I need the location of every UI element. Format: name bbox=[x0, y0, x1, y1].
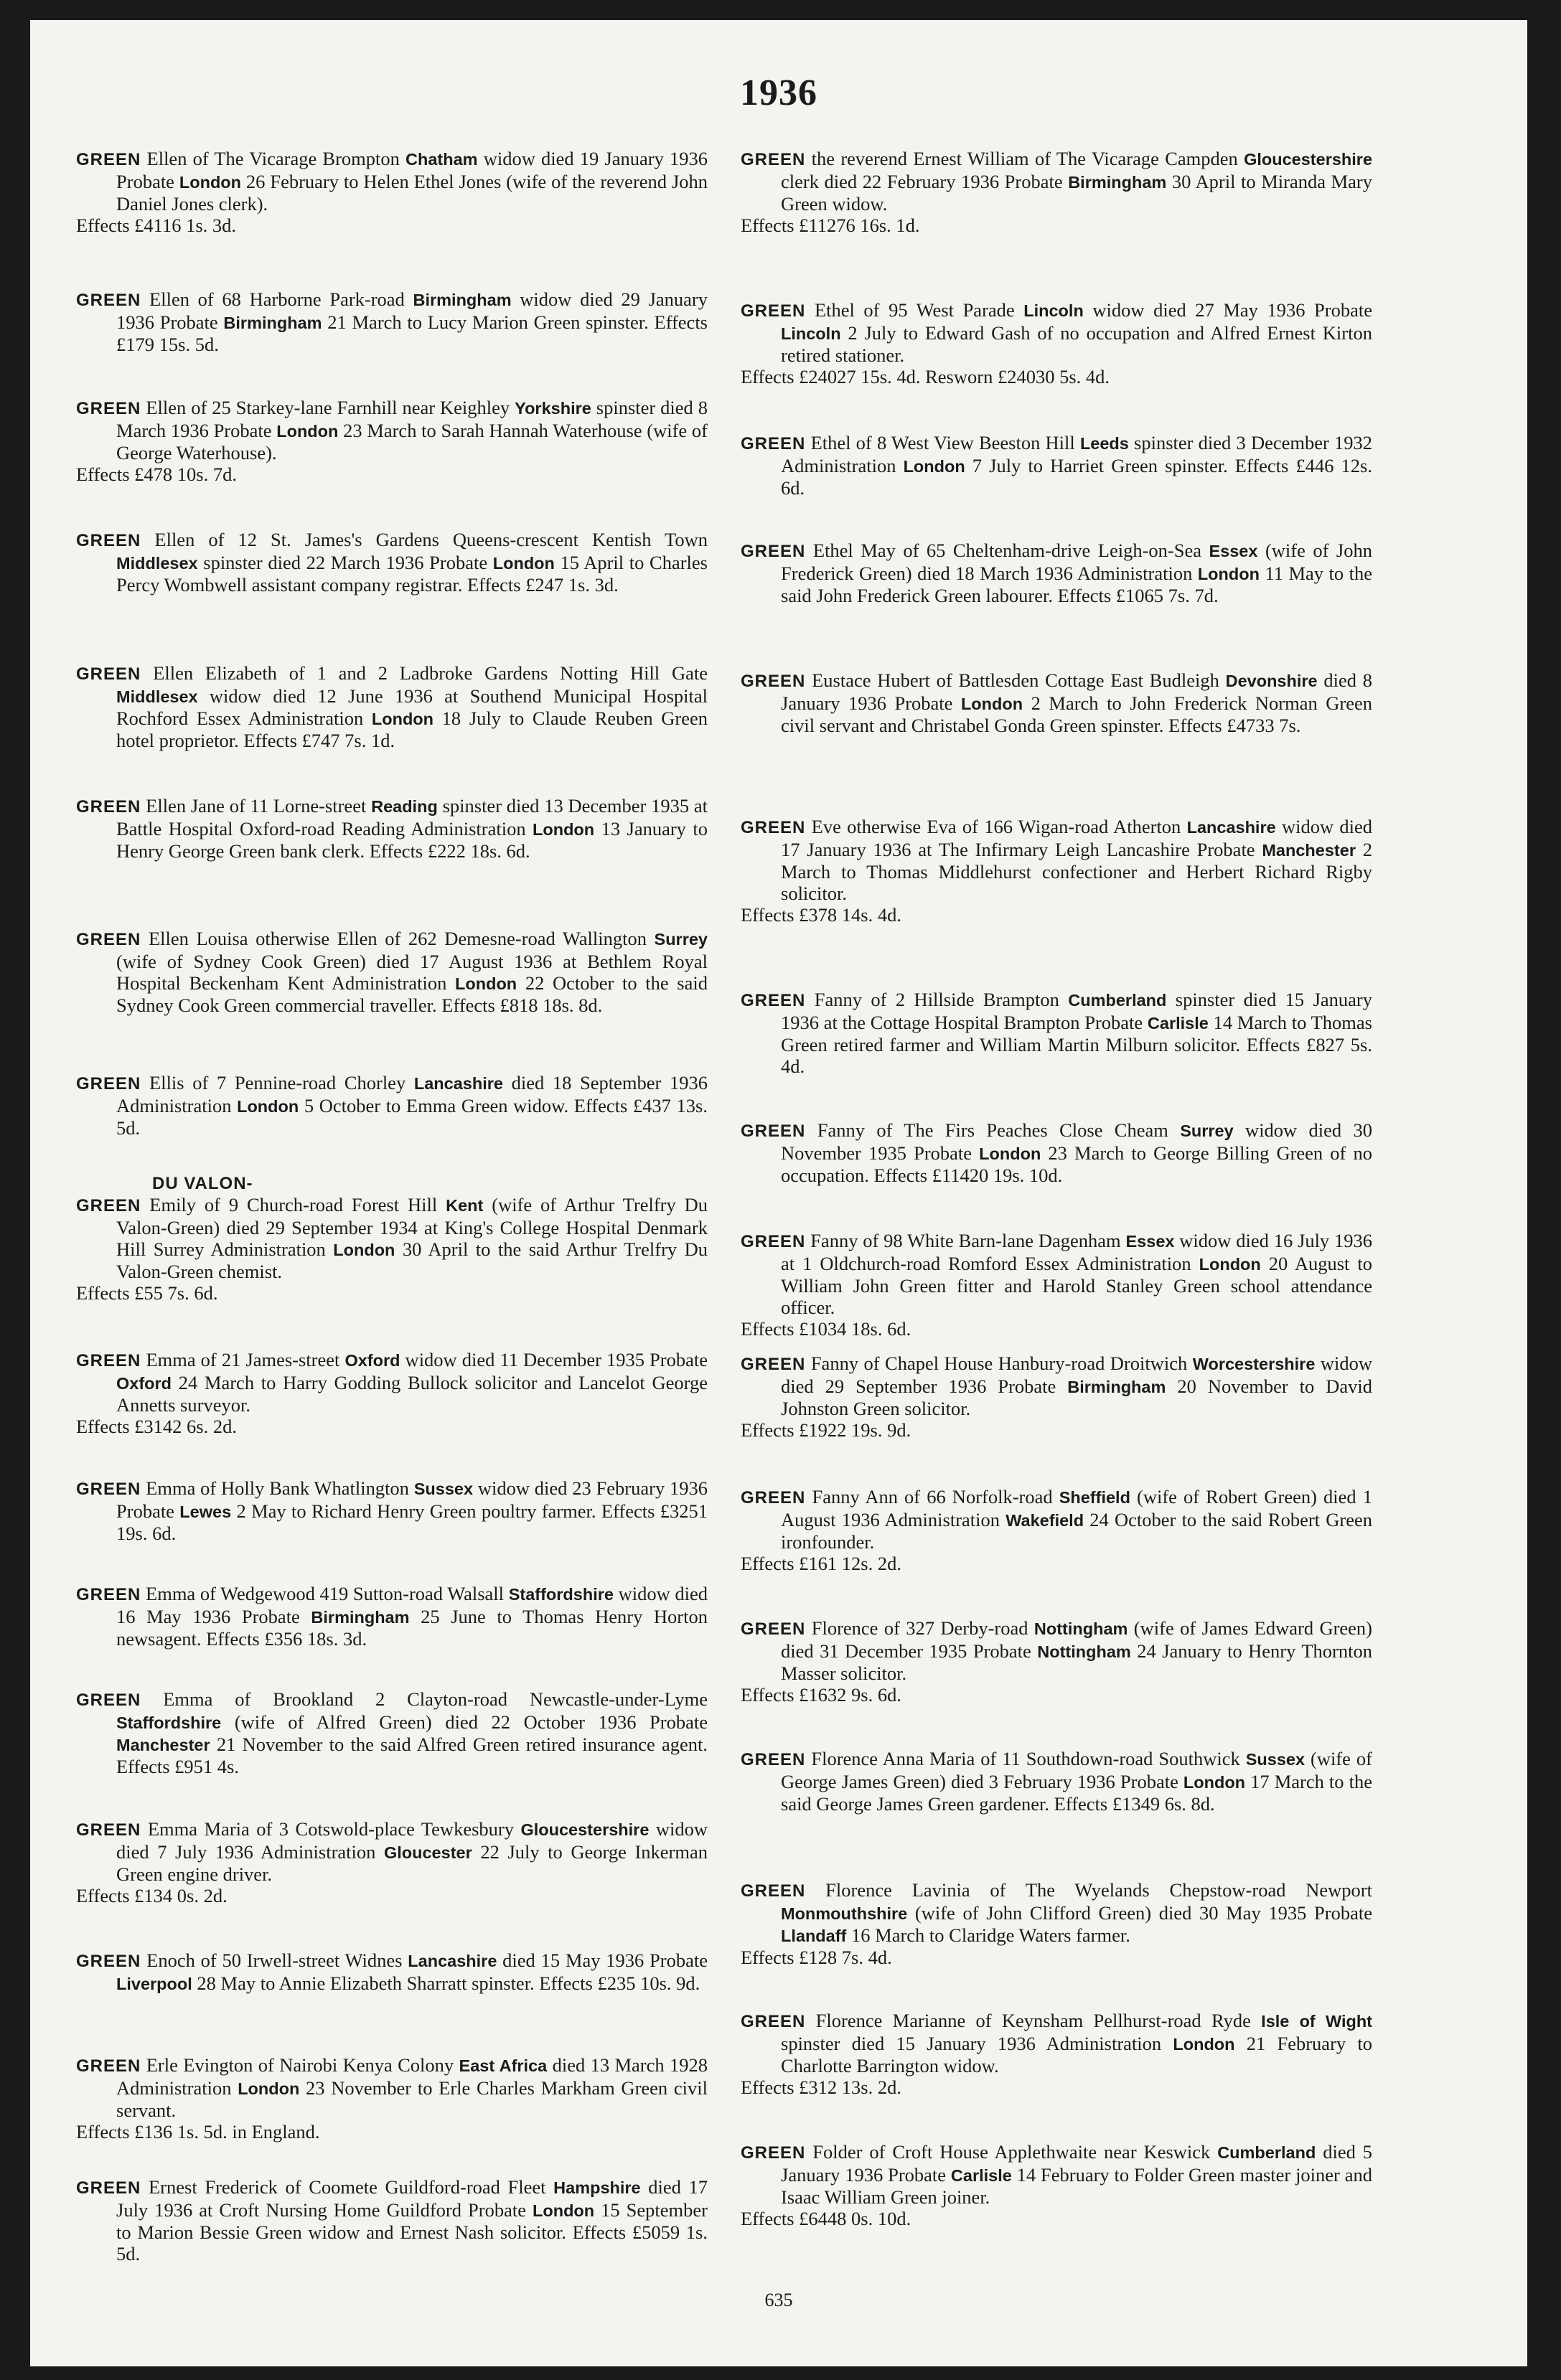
entry-effects: Effects £312 13s. 2d. bbox=[741, 2076, 901, 2098]
entry-effects: Effects £161 12s. 2d. bbox=[741, 1553, 901, 1574]
entry bbox=[76, 1174, 708, 1304]
entry bbox=[741, 816, 1372, 926]
entry-segment: Erle Evington of Nairobi Kenya Colony bbox=[146, 2054, 459, 2076]
entry-segment: 13 January to Henry George Green bank clerk. Effects £222 18s. 6d. bbox=[116, 818, 708, 862]
page-year-heading: 1936 bbox=[740, 72, 817, 113]
entry-text bbox=[76, 662, 708, 751]
place-name: Staffordshire bbox=[116, 1713, 222, 1732]
surname-prefix: DU VALON- bbox=[152, 1174, 253, 1193]
entry-segment: Ethel of 95 West Parade bbox=[814, 299, 1024, 321]
place-name: Sheffield bbox=[1059, 1488, 1130, 1507]
entry-segment: spinster died 15 January 1936 at the Cottage Hospital Brampton Probate bbox=[781, 989, 1372, 1033]
entry bbox=[741, 1748, 1372, 1815]
entry-segment: Ellen of 12 St. James's Gardens Queens-crescent Kentish Town bbox=[154, 529, 708, 550]
place-name: Wakefield bbox=[1005, 1511, 1084, 1530]
entry-text bbox=[76, 148, 708, 236]
entry-text bbox=[741, 816, 1372, 926]
entry-segment: widow died 16 May 1936 Probate bbox=[116, 1583, 708, 1627]
entry-segment: spinster died 13 December 1935 at Battle Hospital Oxford-road Reading Administration bbox=[116, 795, 708, 839]
entry-segment: 20 August to William John Green fitter and Harold Stanley Green school attendance officer. bbox=[781, 1253, 1372, 1318]
entry-text bbox=[76, 1349, 708, 1437]
entry-segment: Fanny of The Firs Peaches Close Cheam bbox=[817, 1119, 1181, 1141]
entry-segment: Fanny Ann of 66 Norfolk-road bbox=[812, 1486, 1059, 1508]
entry-segment: 25 June to Thomas Henry Horton newsagent. Effects £356 18s. 3d. bbox=[116, 1606, 708, 1650]
place-name: London bbox=[960, 695, 1023, 713]
entry-segment: 14 February to Folder Green master joiner and Isaac William Green joiner. bbox=[781, 2164, 1372, 2208]
entry-segment: widow died 29 September 1936 Probate bbox=[781, 1353, 1372, 1397]
entry-surname: GREEN bbox=[741, 818, 806, 837]
entry-segment: 7 July to Harriet Green spinster. Effects £446 12s. 6d. bbox=[781, 455, 1372, 499]
document-page bbox=[30, 20, 1527, 2366]
place-name: London bbox=[533, 2201, 595, 2220]
place-name: Nottingham bbox=[1037, 1642, 1131, 1661]
entry-segment: widow died 23 February 1936 Probate bbox=[116, 1477, 708, 1522]
place-name: Surrey bbox=[1180, 1121, 1234, 1140]
entry-segment: (wife of Arthur Trelfry Du Valon-Green) died 29 September 1934 at King's College Hospital Denmark Hill Surrey Administration bbox=[116, 1194, 708, 1260]
entry-text bbox=[76, 795, 708, 862]
entry-text bbox=[76, 2176, 708, 2264]
entry bbox=[76, 148, 708, 236]
entry bbox=[741, 432, 1372, 499]
entry-text bbox=[741, 540, 1372, 606]
place-name: Cumberland bbox=[1068, 991, 1167, 1010]
entry-surname: GREEN bbox=[76, 797, 141, 817]
entry-segment: Emily of 9 Church-road Forest Hill bbox=[149, 1194, 446, 1215]
entry-segment: 21 November to the said Alfred Green retired insurance agent. Effects £951 4s. bbox=[116, 1734, 708, 1777]
entry-text bbox=[76, 928, 708, 1016]
entry-segment: died 13 March 1928 Administration bbox=[116, 2054, 708, 2099]
place-name: London bbox=[455, 974, 517, 993]
entry-segment: Ethel May of 65 Cheltenham-drive Leigh-on-Sea bbox=[812, 540, 1209, 561]
entry-segment: widow died 16 July 1936 at 1 Oldchurch-road Romford Essex Administration bbox=[781, 1230, 1373, 1274]
entry-surname: GREEN bbox=[76, 1952, 141, 1971]
entry-segment: (wife of Robert Green) died 1 August 1936 Administration bbox=[781, 1486, 1373, 1530]
place-name: Manchester bbox=[1262, 841, 1356, 860]
entry bbox=[741, 299, 1372, 387]
place-name: Oxford bbox=[116, 1374, 172, 1393]
entry-segment: Emma of Wedgewood 419 Sutton-road Walsall bbox=[146, 1583, 509, 1604]
entry-segment: widow died 29 January 1936 Probate bbox=[116, 288, 708, 333]
entry bbox=[741, 148, 1372, 236]
entry bbox=[76, 1072, 708, 1139]
entry-segment: 15 September to Marion Bessie Green widow and Ernest Nash solicitor. Effects £5059 1s. 5d. bbox=[116, 2199, 708, 2264]
entry-segment: Emma Maria of 3 Cotswold-place Tewkesbury bbox=[147, 1818, 521, 1840]
entry-segment: Florence Anna Maria of 11 Southdown-road Southwick bbox=[811, 1748, 1246, 1769]
entry-segment: Fanny of Chapel House Hanbury-road Droitwich bbox=[810, 1353, 1193, 1374]
entry-surname: GREEN bbox=[741, 1488, 806, 1508]
entry-effects: Effects £24027 15s. 4d. Resworn £24030 5s. 4d. bbox=[741, 366, 1110, 387]
entry-text bbox=[741, 1230, 1372, 1340]
entry-text bbox=[741, 299, 1372, 387]
place-name: London bbox=[179, 173, 242, 192]
entry bbox=[76, 1949, 708, 1995]
entry-surname: GREEN bbox=[76, 664, 141, 684]
entry-surname: GREEN bbox=[741, 1881, 806, 1901]
entry bbox=[741, 2141, 1372, 2229]
entry bbox=[76, 1688, 708, 1777]
entry-text bbox=[76, 1818, 708, 1906]
entry-text bbox=[76, 1688, 708, 1777]
entry-segment: spinster died 8 March 1936 Probate bbox=[116, 397, 708, 441]
entry-segment: died 8 January 1936 Probate bbox=[781, 669, 1373, 714]
entry-effects: Effects £378 14s. 4d. bbox=[741, 904, 901, 926]
place-name: Lancashire bbox=[413, 1074, 503, 1093]
entry-segment: 24 October to the said Robert Green ironfounder. bbox=[781, 1509, 1372, 1553]
entry bbox=[76, 2176, 708, 2264]
entry-segment: 23 March to George Billing Green of no occupation. Effects £11420 19s. 10d. bbox=[781, 1142, 1372, 1186]
place-name: Staffordshire bbox=[508, 1585, 614, 1604]
entry bbox=[76, 288, 708, 355]
entry-surname: GREEN bbox=[76, 930, 141, 949]
entry-surname: GREEN bbox=[741, 991, 806, 1010]
entry-effects: Effects £11276 16s. 1d. bbox=[741, 215, 920, 236]
entry-text bbox=[76, 1477, 708, 1544]
place-name: Llandaff bbox=[781, 1927, 847, 1945]
page-number: 635 bbox=[764, 2290, 793, 2310]
entry-surname: GREEN bbox=[741, 1619, 806, 1639]
entry-segment: spinster died 15 January 1936 Administration bbox=[781, 2033, 1173, 2054]
place-name: Carlisle bbox=[950, 2166, 1012, 2185]
entry-segment: 26 February to Helen Ethel Jones (wife of the reverend John Daniel Jones clerk). bbox=[116, 171, 708, 215]
entry-segment: died 18 September 1936 Administration bbox=[116, 1072, 708, 1116]
entry bbox=[76, 1583, 708, 1650]
place-name: London bbox=[979, 1144, 1041, 1163]
entry bbox=[741, 540, 1372, 606]
entry-segment: 2 March to Thomas Middlehurst confectioner and Herbert Richard Rigby solicitor. bbox=[781, 839, 1373, 904]
entry bbox=[741, 1119, 1372, 1186]
entry-text bbox=[741, 2010, 1372, 2098]
place-name: Birmingham bbox=[311, 1608, 410, 1627]
entry-segment: Eve otherwise Eva of 166 Wigan-road Atherton bbox=[811, 816, 1187, 837]
entry-segment: (wife of James Edward Green) died 31 December 1935 Probate bbox=[781, 1617, 1373, 1662]
entry-text bbox=[76, 397, 708, 485]
place-name: Sussex bbox=[1245, 1750, 1305, 1769]
place-name: Isle of Wight bbox=[1261, 2012, 1373, 2031]
entry-segment: widow died 11 December 1935 Probate bbox=[400, 1349, 708, 1370]
entry-segment: 21 February to Charlotte Barrington widow. bbox=[781, 2033, 1372, 2076]
entry-segment: clerk died 22 February 1936 Probate bbox=[781, 171, 1069, 192]
entry-segment: Ernest Frederick of Coomete Guildford-road Fleet bbox=[149, 2176, 554, 2198]
entry-surname: GREEN bbox=[76, 150, 141, 169]
place-name: Middlesex bbox=[116, 554, 198, 573]
entry-segment: 14 March to Thomas Green retired farmer and William Martin Milburn solicitor. Effects £827 5s. 4d. bbox=[781, 1012, 1372, 1077]
entry-text bbox=[741, 669, 1372, 736]
entry-surname: GREEN bbox=[741, 301, 806, 321]
place-name: Hampshire bbox=[553, 2178, 641, 2197]
entry-text bbox=[76, 1072, 708, 1139]
place-name: Chatham bbox=[406, 150, 478, 169]
entry-text bbox=[76, 1583, 708, 1650]
place-name: London bbox=[1183, 1773, 1246, 1792]
place-name: Liverpool bbox=[116, 1975, 192, 1993]
entry-segment: spinster died 22 March 1936 Probate bbox=[197, 552, 493, 573]
entry-segment: widow died 30 November 1935 Probate bbox=[781, 1119, 1373, 1164]
entry-segment: 22 July to George Inkerman Green engine driver. bbox=[116, 1841, 708, 1885]
place-name: London bbox=[238, 2079, 300, 2098]
entry bbox=[741, 1230, 1372, 1340]
entry-segment: 18 July to Claude Reuben Green hotel proprietor. Effects £747 7s. 1d. bbox=[116, 707, 708, 751]
entry-segment: Florence Marianne of Keynsham Pellhurst-road Ryde bbox=[815, 2010, 1262, 2031]
entry-surname: GREEN bbox=[76, 1585, 141, 1604]
entry bbox=[741, 2010, 1372, 2098]
entry-effects: Effects £128 7s. 4d. bbox=[741, 1947, 892, 1968]
entry-surname: GREEN bbox=[76, 1820, 141, 1840]
entry-text bbox=[741, 989, 1372, 1077]
entry-surname: GREEN bbox=[741, 2012, 806, 2031]
entry-text bbox=[741, 2141, 1372, 2229]
entry-segment: widow died 12 June 1936 at Southend Municipal Hospital Rochford Essex Administration bbox=[116, 685, 708, 729]
entry-text bbox=[741, 1486, 1372, 1574]
entry-segment: widow died 17 January 1936 at The Infirmary Leigh Lancashire Probate bbox=[781, 816, 1373, 860]
entry-segment: 5 October to Emma Green widow. Effects £437 13s. 5d. bbox=[116, 1095, 708, 1139]
place-name: Surrey bbox=[654, 930, 708, 949]
place-name: London bbox=[533, 820, 595, 839]
entry-segment: Emma of 21 James-street bbox=[146, 1349, 345, 1370]
place-name: London bbox=[1197, 565, 1260, 583]
entry-segment: Fanny of 2 Hillside Brampton bbox=[814, 989, 1069, 1010]
place-name: London bbox=[1199, 1255, 1261, 1274]
entry bbox=[741, 1617, 1372, 1706]
place-name: Sussex bbox=[413, 1480, 474, 1498]
entry-surname: GREEN bbox=[76, 531, 141, 550]
entry-effects: Effects £136 1s. 5d. in England. bbox=[76, 2121, 320, 2143]
place-name: London bbox=[237, 1097, 299, 1116]
entry-effects: Effects £55 7s. 6d. bbox=[76, 1282, 218, 1304]
entry-segment: Emma of Brookland 2 Clayton-road Newcastle-under-Lyme bbox=[163, 1688, 708, 1710]
entry bbox=[76, 397, 708, 485]
entry-surname: GREEN bbox=[741, 1750, 806, 1769]
entry-segment: Ellen of The Vicarage Brompton bbox=[146, 148, 406, 169]
entry-text bbox=[741, 1617, 1372, 1706]
place-name: Lancashire bbox=[1186, 818, 1276, 837]
entry-effects: Effects £1034 18s. 6d. bbox=[741, 1318, 911, 1340]
place-name: Gloucestershire bbox=[520, 1820, 650, 1839]
entry-surname: GREEN bbox=[741, 1232, 806, 1251]
place-name: Birmingham bbox=[223, 314, 322, 332]
entry-segment: 24 January to Henry Thornton Masser solicitor. bbox=[781, 1640, 1372, 1684]
entry-segment: 30 April to Miranda Mary Green widow. bbox=[781, 171, 1372, 215]
place-name: London bbox=[903, 457, 965, 476]
entry-text bbox=[76, 288, 708, 355]
entry-surname: GREEN bbox=[76, 1351, 141, 1370]
entry-surname: GREEN bbox=[76, 399, 141, 418]
entry-segment: (wife of John Frederick Green) died 18 March 1936 Administration bbox=[781, 540, 1372, 584]
entry-segment: widow died 27 May 1936 Probate bbox=[1083, 299, 1373, 321]
place-name: Kent bbox=[446, 1196, 484, 1215]
entry-text bbox=[741, 1748, 1372, 1815]
entry-segment: 20 November to David Johnston Green solicitor. bbox=[781, 1375, 1372, 1419]
entry-segment: 2 March to John Frederick Norman Green civil servant and Christabel Gonda Green spinster. Effects £4733 7s. bbox=[781, 692, 1372, 736]
entry-segment: widow died 19 January 1936 Probate bbox=[116, 148, 708, 192]
entry-effects: Effects £478 10s. 7d. bbox=[76, 464, 237, 485]
entry-segment: died 15 May 1936 Probate bbox=[497, 1949, 708, 1971]
entry bbox=[741, 1879, 1372, 1968]
entry-segment: spinster died 3 December 1932 Administration bbox=[781, 432, 1373, 476]
entry-text bbox=[741, 1353, 1372, 1441]
place-name: London bbox=[1173, 2035, 1235, 2054]
entry-segment: Fanny of 98 White Barn-lane Dagenham bbox=[810, 1230, 1126, 1251]
place-name: Gloucestershire bbox=[1244, 150, 1373, 169]
place-name: Birmingham bbox=[1067, 1378, 1166, 1396]
entry-segment: 2 July to Edward Gash of no occupation and Alfred Ernest Kirton retired stationer. bbox=[781, 322, 1372, 366]
entry-text bbox=[76, 1194, 708, 1304]
entry-segment: 23 November to Erle Charles Markham Green civil servant. bbox=[116, 2077, 708, 2121]
place-name: Nottingham bbox=[1033, 1619, 1128, 1638]
entry-surname: GREEN bbox=[76, 1690, 141, 1710]
entry-surname: GREEN bbox=[76, 291, 141, 310]
entry-segment: 23 March to Sarah Hannah Waterhouse (wife of George Waterhouse). bbox=[116, 420, 708, 464]
entry-text bbox=[741, 1879, 1372, 1968]
entry-effects: Effects £4116 1s. 3d. bbox=[76, 215, 237, 236]
place-name: Manchester bbox=[116, 1736, 210, 1754]
place-name: Middlesex bbox=[116, 687, 198, 706]
entry bbox=[741, 1486, 1372, 1574]
entry-segment: Ellen Jane of 11 Lorne-street bbox=[146, 795, 372, 817]
entry-effects: Effects £134 0s. 2d. bbox=[76, 1885, 228, 1906]
entry-segment: Florence of 327 Derby-road bbox=[811, 1617, 1034, 1639]
place-name: Gloucester bbox=[383, 1843, 472, 1862]
entry-text bbox=[741, 432, 1372, 499]
place-name: Cumberland bbox=[1217, 2143, 1316, 2162]
entry-segment: Enoch of 50 Irwell-street Widnes bbox=[146, 1949, 408, 1971]
entry-segment: Folder of Croft House Applethwaite near Keswick bbox=[812, 2141, 1218, 2163]
entry-segment: Ellen Louisa otherwise Ellen of 262 Demesne-road Wallington bbox=[148, 928, 655, 949]
entry-segment: (wife of John Clifford Green) died 30 May 1935 Probate bbox=[907, 1902, 1372, 1924]
entry-surname: GREEN bbox=[741, 434, 806, 453]
entry bbox=[76, 529, 708, 596]
entry bbox=[76, 2054, 708, 2143]
entry-surname: GREEN bbox=[741, 672, 806, 691]
entry-surname: GREEN bbox=[741, 2143, 806, 2163]
entry-segment: died 5 January 1936 Probate bbox=[781, 2141, 1373, 2186]
place-name: Lancashire bbox=[408, 1952, 497, 1970]
entry-text bbox=[76, 2054, 708, 2143]
entry-surname: GREEN bbox=[76, 2178, 141, 2198]
entry-text bbox=[76, 529, 708, 596]
entry-segment: 11 May to the said John Frederick Green labourer. Effects £1065 7s. 7d. bbox=[781, 563, 1372, 606]
place-name: London bbox=[371, 710, 434, 728]
place-name: Devonshire bbox=[1225, 672, 1318, 690]
place-name: London bbox=[276, 422, 339, 441]
entry-text bbox=[741, 1119, 1372, 1186]
entry-segment: 16 March to Claridge Waters farmer. bbox=[846, 1924, 1130, 1946]
place-name: Carlisle bbox=[1147, 1014, 1209, 1033]
entry-surname: GREEN bbox=[76, 2056, 141, 2076]
entry-surname: GREEN bbox=[76, 1196, 141, 1215]
entry-segment: Ethel of 8 West View Beeston Hill bbox=[810, 432, 1080, 453]
entry-surname: GREEN bbox=[741, 542, 806, 561]
place-name: Monmouthshire bbox=[781, 1904, 908, 1923]
place-name: Lewes bbox=[179, 1502, 232, 1521]
entry-segment: Ellen of 25 Starkey-lane Farnhill near Keighley bbox=[146, 397, 515, 418]
entry-segment: 22 October to the said Sydney Cook Green commercial traveller. Effects £818 18s. 8d. bbox=[116, 972, 708, 1016]
place-name: East Africa bbox=[459, 2056, 548, 2075]
entry-segment: (wife of Alfred Green) died 22 October 1936 Probate bbox=[221, 1711, 708, 1733]
place-name: Lincoln bbox=[781, 324, 841, 343]
entry bbox=[76, 928, 708, 1016]
place-name: Essex bbox=[1209, 542, 1258, 560]
entry-effects: Effects £1922 19s. 9d. bbox=[741, 1419, 911, 1441]
entry-effects: Effects £1632 9s. 6d. bbox=[741, 1684, 901, 1706]
entry-segment: the reverend Ernest William of The Vicarage Campden bbox=[811, 148, 1244, 169]
entry bbox=[76, 662, 708, 751]
place-name: Oxford bbox=[344, 1351, 400, 1370]
entry-segment: Ellis of 7 Pennine-road Chorley bbox=[149, 1072, 414, 1093]
entry bbox=[741, 989, 1372, 1077]
entry bbox=[76, 1349, 708, 1437]
place-name: Essex bbox=[1125, 1232, 1175, 1251]
entry-surname: GREEN bbox=[741, 1355, 806, 1374]
place-name: Birmingham bbox=[1068, 173, 1167, 192]
entry-effects: Effects £6448 0s. 10d. bbox=[741, 2208, 911, 2229]
entry-segment: Florence Lavinia of The Wyelands Chepstow-road Newport bbox=[825, 1879, 1372, 1901]
place-name: London bbox=[333, 1241, 395, 1259]
entry-segment: Ellen of 68 Harborne Park-road bbox=[149, 288, 413, 310]
place-name: Worcestershire bbox=[1192, 1355, 1316, 1373]
entry-segment: 24 March to Harry Godding Bullock solicitor and Lancelot George Annetts surveyor. bbox=[116, 1372, 708, 1416]
entry-segment: 21 March to Lucy Marion Green spinster. Effects £179 15s. 5d. bbox=[116, 311, 708, 355]
place-name: Reading bbox=[371, 797, 438, 816]
entry-segment: 15 April to Charles Percy Wombwell assistant company registrar. Effects £247 1s. 3d. bbox=[116, 552, 708, 596]
entry-segment: Ellen Elizabeth of 1 and 2 Ladbroke Gardens Notting Hill Gate bbox=[153, 662, 708, 684]
entry bbox=[741, 669, 1372, 736]
entry-text bbox=[76, 1949, 708, 1995]
place-name: Yorkshire bbox=[515, 399, 591, 418]
entry-segment: Emma of Holly Bank Whatlington bbox=[146, 1477, 414, 1499]
entry-segment: died 17 July 1936 at Croft Nursing Home Guildford Probate bbox=[116, 2176, 708, 2221]
entry-segment: 30 April to the said Arthur Trelfry Du Valon-Green chemist. bbox=[116, 1238, 708, 1282]
entry-surname: GREEN bbox=[76, 1074, 141, 1093]
entry-segment: widow died 7 July 1936 Administration bbox=[116, 1818, 708, 1863]
entry bbox=[76, 795, 708, 862]
entry-effects: Effects £3142 6s. 2d. bbox=[76, 1416, 237, 1437]
entry-surname: GREEN bbox=[741, 150, 806, 169]
entry-segment: 28 May to Annie Elizabeth Sharratt spinster. Effects £235 10s. 9d. bbox=[192, 1972, 700, 1994]
entry-text bbox=[741, 148, 1372, 236]
entry-segment: (wife of Sydney Cook Green) died 17 August 1936 at Bethlem Royal Hospital Beckenham Kent Administration bbox=[116, 951, 708, 994]
entry-segment: 2 May to Richard Henry Green poultry farmer. Effects £3251 19s. 6d. bbox=[116, 1500, 708, 1544]
place-name: Birmingham bbox=[413, 291, 512, 309]
entry-segment: (wife of George James Green) died 3 February 1936 Probate bbox=[781, 1748, 1372, 1792]
entry-segment: 17 March to the said George James Green gardener. Effects £1349 6s. 8d. bbox=[781, 1771, 1372, 1815]
entry-segment: Eustace Hubert of Battlesden Cottage East Budleigh bbox=[812, 669, 1226, 691]
place-name: London bbox=[492, 554, 555, 573]
entry bbox=[76, 1818, 708, 1906]
entry bbox=[76, 1477, 708, 1544]
place-name: Lincoln bbox=[1023, 301, 1084, 320]
place-name: Leeds bbox=[1079, 434, 1129, 453]
entry bbox=[741, 1353, 1372, 1441]
entry-surname: GREEN bbox=[76, 1480, 141, 1499]
entry-surname: GREEN bbox=[741, 1121, 806, 1141]
